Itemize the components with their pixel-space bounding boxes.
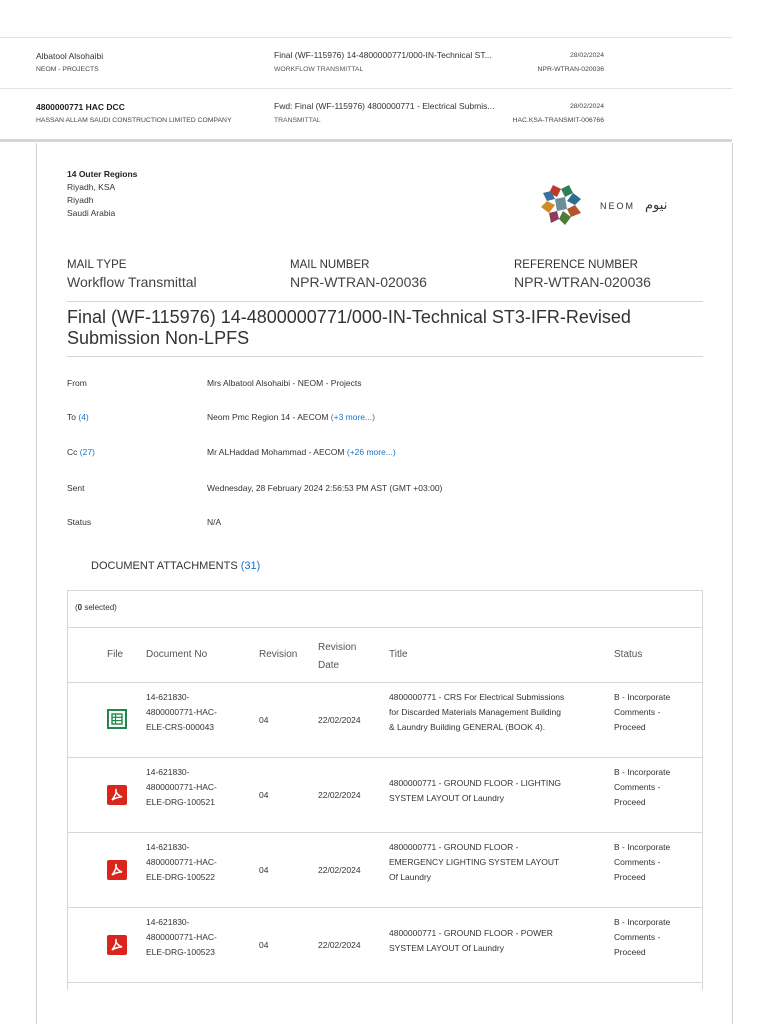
selection-count — [68, 591, 702, 628]
mail-sender: Albatool Alsohaibi — [36, 51, 104, 61]
document-status — [614, 765, 702, 810]
reference-number-label: REFERENCE NUMBER — [514, 259, 638, 271]
col-revision-date-line2: Date — [318, 660, 340, 671]
cc-count-link[interactable]: (27) — [79, 447, 95, 457]
document-no-line: 4800000771-HAC- — [146, 932, 217, 942]
mail-reference: HAC.KSA-TRANSMIT-006766 — [512, 117, 604, 124]
revision-date: 22/02/2024 — [318, 715, 361, 725]
sender-address — [67, 168, 137, 220]
selection-open-paren: ( — [75, 603, 78, 612]
status-line: Proceed — [614, 797, 646, 807]
logo-name-en: NEOM — [600, 201, 635, 211]
table-row[interactable] — [68, 683, 702, 758]
address-line: Riyadh, KSA — [67, 182, 116, 192]
revision-date: 22/02/2024 — [318, 940, 361, 950]
document-no-line: 4800000771-HAC- — [146, 782, 217, 792]
status-line: B - Incorporate — [614, 767, 671, 777]
status-line: Comments - — [614, 782, 661, 792]
mail-type-value: Workflow Transmittal — [67, 274, 197, 290]
from-value: Mrs Albatool Alsohaibi - NEOM - Projects — [207, 378, 362, 388]
revision: 04 — [259, 865, 269, 875]
to-count-link[interactable]: (4) — [78, 412, 89, 422]
revision-date: 22/02/2024 — [318, 865, 361, 875]
document-title — [389, 690, 607, 735]
mail-date: 28/02/2024 — [569, 52, 604, 59]
mail-subject: Fwd: Final (WF-115976) 4800000771 - Electrical Submis... — [274, 101, 495, 111]
attachments-count-link[interactable]: (31) — [240, 560, 261, 572]
title-line: 4800000771 - CRS For Electrical Submissions — [389, 692, 565, 702]
document-no-line: 4800000771-HAC- — [146, 857, 217, 867]
cc-more-link[interactable]: (+26 more...) — [346, 447, 396, 457]
pdf-icon[interactable] — [107, 860, 127, 880]
col-revision[interactable]: Revision — [259, 649, 298, 660]
document-title — [389, 776, 607, 806]
status-label: Status — [67, 517, 92, 527]
status-line: Comments - — [614, 932, 661, 942]
table-row[interactable] — [68, 908, 702, 983]
document-no-line: 14-621830- — [146, 767, 190, 777]
col-file[interactable]: File — [107, 649, 124, 660]
table-row[interactable] — [68, 833, 702, 908]
to-label-group — [67, 412, 89, 422]
status-line: Proceed — [614, 872, 646, 882]
document-status — [614, 690, 702, 735]
title-line: 4800000771 - GROUND FLOOR - — [389, 842, 519, 852]
mail-sender-org: HASSAN ALLAM SAUDI CONSTRUCTION LIMITED COMPANY — [36, 117, 232, 124]
document-no-line: ELE-DRG-100523 — [146, 947, 215, 957]
mail-list-item[interactable] — [0, 38, 732, 89]
col-revision-date-line1: Revision — [318, 642, 357, 653]
document-status — [614, 915, 702, 960]
document-no-line: 14-621830- — [146, 842, 190, 852]
mail-subject: Final (WF-115976) 14-4800000771/000-IN-Technical ST... — [274, 50, 492, 60]
reference-number-block — [514, 259, 651, 290]
col-document-no[interactable]: Document No — [146, 649, 208, 660]
title-line: for Discarded Materials Management Building — [389, 707, 561, 717]
selected-count: 0 — [77, 603, 83, 612]
mail-type: WORKFLOW TRANSMITTAL — [274, 66, 364, 73]
document-no[interactable] — [146, 765, 241, 810]
neom-logo — [537, 181, 707, 229]
mail-detail-panel — [36, 143, 733, 1024]
status-line: Proceed — [614, 947, 646, 957]
mail-date: 28/02/2024 — [569, 103, 604, 110]
status-line: B - Incorporate — [614, 692, 671, 702]
cc-label-group — [67, 447, 95, 457]
mail-sender-org: NEOM - PROJECTS — [36, 66, 99, 73]
status-value: N/A — [207, 517, 222, 527]
document-no[interactable] — [146, 840, 241, 885]
table-header — [68, 628, 702, 683]
title-line: SYSTEM LAYOUT Of Laundry — [389, 943, 504, 953]
title-line: 4800000771 - GROUND FLOOR - LIGHTING — [389, 778, 561, 788]
logo-name-ar: نيوم — [645, 197, 668, 212]
document-no-line: 14-621830- — [146, 692, 190, 702]
spreadsheet-icon[interactable] — [107, 709, 127, 729]
document-no-line: ELE-DRG-100521 — [146, 797, 215, 807]
selection-suffix: selected) — [82, 603, 117, 612]
mail-list — [0, 37, 732, 142]
from-label: From — [67, 378, 87, 388]
revision: 04 — [259, 940, 269, 950]
revision: 04 — [259, 715, 269, 725]
mail-type: TRANSMITTAL — [274, 117, 321, 124]
attachments-heading-label: DOCUMENT ATTACHMENTS — [91, 560, 238, 572]
title-line: Of Laundry — [389, 872, 432, 882]
attachments-table — [67, 590, 703, 990]
document-no[interactable] — [146, 690, 241, 735]
document-no[interactable] — [146, 915, 241, 960]
page-title: Final (WF-115976) 14-4800000771/000-IN-Technical ST3-IFR-Revised Submission Non-LPFS — [67, 307, 631, 348]
document-no-line: ELE-DRG-100522 — [146, 872, 215, 882]
mail-type-block — [67, 259, 197, 290]
status-line: Comments - — [614, 857, 661, 867]
document-title — [389, 840, 607, 885]
to-value: Neom Pmc Region 14 - AECOM — [207, 412, 329, 422]
cc-label: Cc — [67, 447, 78, 457]
address-line: 14 Outer Regions — [67, 169, 138, 179]
title-line: 4800000771 - GROUND FLOOR - POWER — [389, 928, 553, 938]
address-line: Saudi Arabia — [67, 208, 116, 218]
to-value-group — [207, 412, 375, 422]
col-status[interactable]: Status — [614, 649, 643, 660]
mail-number-value: NPR-WTRAN-020036 — [290, 274, 427, 290]
address-line: Riyadh — [67, 195, 94, 205]
mail-sender: 4800000771 HAC DCC — [36, 102, 125, 112]
mail-number-label: MAIL NUMBER — [290, 259, 370, 271]
mail-reference: NPR-WTRAN-020036 — [537, 66, 604, 73]
reference-number-value: NPR-WTRAN-020036 — [514, 274, 651, 290]
table-row[interactable] — [68, 758, 702, 833]
mail-list-item[interactable] — [0, 89, 732, 142]
pdf-icon[interactable] — [107, 935, 127, 955]
pdf-icon[interactable] — [107, 785, 127, 805]
document-title — [389, 926, 607, 956]
status-line: B - Incorporate — [614, 842, 671, 852]
document-no-line: 14-621830- — [146, 917, 190, 927]
revision-date: 22/02/2024 — [318, 790, 361, 800]
col-title[interactable]: Title — [389, 649, 408, 660]
document-status — [614, 840, 702, 885]
status-line: Proceed — [614, 722, 646, 732]
attachments-heading — [91, 560, 260, 572]
cc-value: Mr ALHaddad Mohammad - AECOM — [207, 447, 345, 457]
divider — [67, 301, 703, 302]
sent-value: Wednesday, 28 February 2024 2:56:53 PM AST (GMT +03:00) — [207, 483, 443, 493]
mail-number-block — [290, 259, 427, 290]
neom-logo-icon — [537, 181, 585, 229]
title-line: EMERGENCY LIGHTING SYSTEM LAYOUT — [389, 857, 560, 867]
status-line: B - Incorporate — [614, 917, 671, 927]
mail-type-label: MAIL TYPE — [67, 259, 127, 271]
title-line: & Laundry Building GENERAL (BOOK 4). — [389, 722, 546, 732]
cc-value-group — [207, 447, 396, 457]
revision: 04 — [259, 790, 269, 800]
to-label: To — [67, 412, 76, 422]
sent-label: Sent — [67, 483, 85, 493]
to-more-link[interactable]: (+3 more...) — [330, 412, 375, 422]
title-line: SYSTEM LAYOUT Of Laundry — [389, 793, 504, 803]
document-no-line: 4800000771-HAC- — [146, 707, 217, 717]
status-line: Comments - — [614, 707, 661, 717]
document-no-line: ELE-CRS-000043 — [146, 722, 215, 732]
divider — [67, 356, 703, 357]
